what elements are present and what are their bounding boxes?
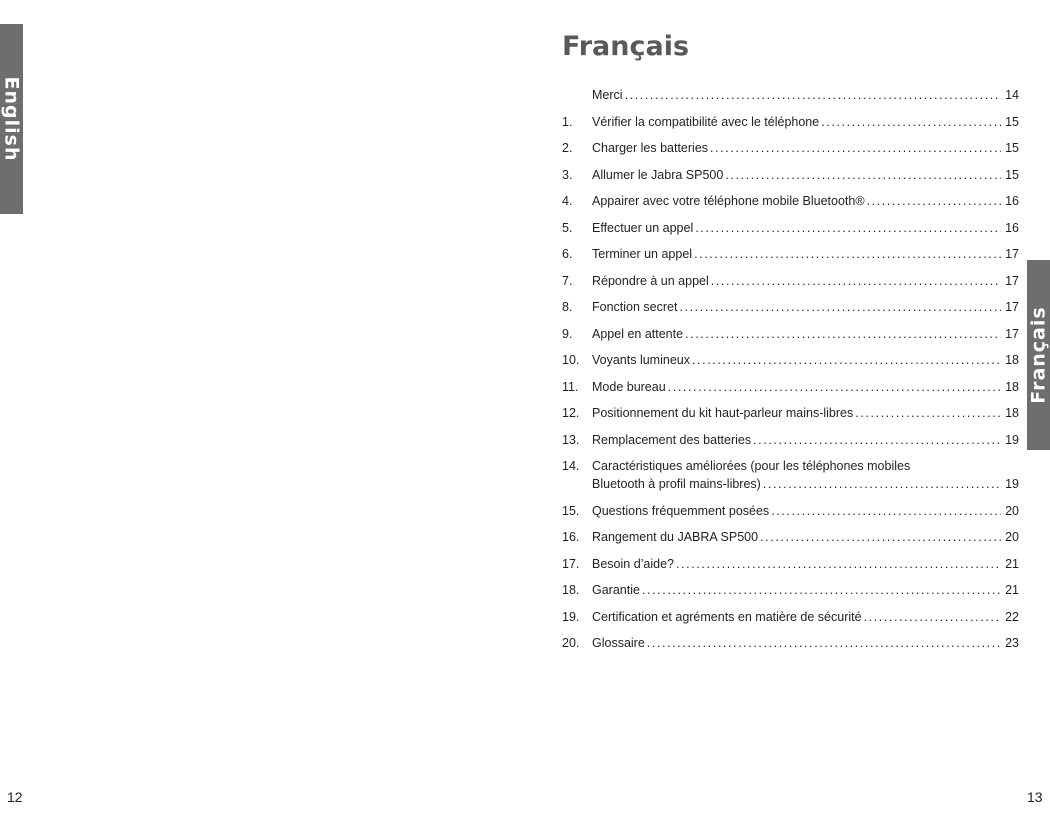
- toc-leader-dots: [821, 113, 1001, 131]
- toc-entry: [562, 378, 1019, 396]
- toc-entry-page: 19: [1005, 432, 1019, 447]
- toc-leader-dots: [864, 608, 1001, 626]
- toc-entry-page: 18: [1005, 406, 1019, 420]
- toc-leader-dots: [694, 245, 1001, 263]
- toc-entry-text-wrap: [592, 86, 1019, 104]
- toc-entry: [562, 86, 1019, 104]
- toc-entry-number: 6.: [562, 247, 573, 261]
- toc-leader-dots: [725, 166, 1001, 184]
- toc-entry-page: 14: [1005, 88, 1019, 102]
- toc-entry-label-line2: Bluetooth à profil mains-libres): [592, 477, 761, 491]
- toc-entry-number: 13.: [562, 432, 580, 447]
- toc-entry-number: 17.: [562, 556, 580, 571]
- toc-entry-text-wrap: [592, 113, 1019, 131]
- toc-entry-number: 15.: [562, 503, 580, 518]
- toc-entry-text-wrap: [592, 272, 1019, 290]
- toc-entry: [562, 528, 1019, 546]
- toc-entry-label: Appel en attente: [592, 326, 684, 341]
- toc-entry-number: 14.: [562, 459, 580, 473]
- toc-entry: [562, 457, 1019, 493]
- toc-entry-page: 18: [1005, 353, 1019, 367]
- toc-entry-page: 17: [1005, 300, 1019, 314]
- toc-entry: [562, 298, 1019, 316]
- toc-entry-label: Positionnement du kit haut-parleur mains-libres: [592, 406, 854, 420]
- toc-entry-text-wrap: [592, 404, 1019, 422]
- toc-entry-label: Merci: [592, 88, 623, 102]
- toc-leader-dots: [711, 272, 1001, 290]
- toc-entry-label: Terminer un appel: [592, 247, 693, 261]
- toc-entry: [562, 192, 1019, 210]
- toc-entry: [562, 219, 1019, 237]
- toc-entry-text-wrap: [592, 325, 1019, 343]
- toc-entry-text-wrap: [592, 192, 1019, 210]
- toc-leader-dots: [692, 351, 1001, 369]
- toc-entry-page: 17: [1005, 273, 1019, 288]
- toc-leader-dots: [676, 555, 1001, 573]
- toc-leader-dots: [668, 378, 1001, 396]
- toc-entry-number: 1.: [562, 114, 573, 129]
- toc-entry: [562, 608, 1019, 626]
- toc-entry-text-wrap: [592, 634, 1019, 652]
- toc-entry-page: 22: [1005, 609, 1019, 624]
- toc-leader-dots: [710, 139, 1001, 157]
- toc-leader-dots: [647, 634, 1001, 652]
- toc-entry-label: Charger les batteries: [592, 141, 709, 155]
- toc-entry: [562, 166, 1019, 184]
- toc-leader-dots: [867, 192, 1001, 210]
- toc-entry: [562, 634, 1019, 652]
- english-section-tab: [0, 24, 23, 214]
- toc-entry-page: 15: [1005, 167, 1019, 182]
- toc-entry-page: 16: [1005, 220, 1019, 235]
- toc-entry-text-wrap: [592, 555, 1019, 573]
- toc-entry-label: Mode bureau: [592, 379, 666, 394]
- toc-entry-label: Fonction secret: [592, 300, 678, 314]
- toc-entry-number: 5.: [562, 220, 573, 235]
- toc-entry-text-wrap: [592, 378, 1019, 396]
- toc-entry-page: 20: [1005, 503, 1019, 518]
- toc-entry-number: 10.: [562, 353, 580, 367]
- toc-leader-dots: [763, 475, 1001, 493]
- toc-entry-page: 21: [1005, 556, 1019, 571]
- toc-entry-text-wrap: [592, 608, 1019, 626]
- toc-entry-page: 19: [1005, 477, 1019, 491]
- toc-entry-label: Caractéristiques améliorées (pour les téléphones mobiles: [592, 459, 911, 473]
- toc-entry-label: Certification et agréments en matière de sécurité: [592, 609, 862, 624]
- toc-entry-number: 12.: [562, 406, 580, 420]
- toc-entry-text-wrap: [592, 528, 1019, 546]
- toc-leader-dots: [855, 404, 1001, 422]
- toc-entry-text-wrap: [592, 457, 1019, 493]
- toc-entry-label: Rangement du JABRA SP500: [592, 530, 759, 544]
- toc-leader-dots: [642, 581, 1001, 599]
- toc-entry-page: 16: [1005, 194, 1019, 208]
- page-number-right: 13: [1027, 789, 1043, 805]
- toc-entry-text-wrap: [592, 139, 1019, 157]
- toc-entry: [562, 272, 1019, 290]
- toc-entry-label: Répondre à un appel: [592, 273, 709, 288]
- toc-leader-dots: [760, 528, 1001, 546]
- page-number-left: 12: [7, 789, 23, 805]
- toc-entry-text-wrap: [592, 245, 1019, 263]
- toc-entry-label-block: [592, 457, 1019, 493]
- toc-leader-dots: [771, 502, 1001, 520]
- toc-entry-label: Vérifier la compatibilité avec le téléphone: [592, 114, 820, 129]
- toc-entry: [562, 404, 1019, 422]
- toc-entry-number: 2.: [562, 141, 573, 155]
- toc-entry: [562, 502, 1019, 520]
- toc-leader-dots: [685, 325, 1001, 343]
- toc-entry-label: Remplacement des batteries: [592, 432, 752, 447]
- toc-entry-number: 20.: [562, 636, 580, 650]
- toc-entry-number: 9.: [562, 326, 573, 341]
- toc-entry: [562, 581, 1019, 599]
- toc-leader-dots: [625, 86, 1001, 104]
- toc-entry-label: Voyants lumineux: [592, 353, 690, 367]
- table-of-contents: [562, 86, 1019, 661]
- toc-entry-label: Glossaire: [592, 636, 645, 650]
- toc-entry-page: 15: [1005, 141, 1019, 155]
- toc-entry-label: Appairer avec votre téléphone mobile Bluetooth®: [592, 194, 865, 208]
- english-tab-label: English: [0, 76, 23, 162]
- page-title: Français: [562, 31, 690, 62]
- toc-leader-dots: [695, 219, 1001, 237]
- toc-entry: [562, 245, 1019, 263]
- toc-entry-number: 4.: [562, 194, 573, 208]
- toc-entry-text-wrap: [592, 581, 1019, 599]
- francais-section-tab: [1027, 260, 1050, 450]
- francais-tab-label: Français: [1027, 306, 1050, 404]
- toc-entry-text-wrap: [592, 166, 1019, 184]
- toc-entry-number: 8.: [562, 300, 573, 314]
- toc-entry-text-wrap: [592, 219, 1019, 237]
- toc-entry: [562, 113, 1019, 131]
- toc-entry-label: Questions fréquemment posées: [592, 503, 770, 518]
- toc-entry: [562, 325, 1019, 343]
- toc-entry-number: 3.: [562, 167, 573, 182]
- toc-entry-number: 19.: [562, 609, 580, 624]
- toc-entry: [562, 555, 1019, 573]
- toc-entry-page: 23: [1005, 636, 1019, 650]
- toc-entry-label: Garantie: [592, 583, 640, 597]
- toc-entry-label-line2-row: [592, 475, 1019, 493]
- toc-leader-dots: [679, 298, 1001, 316]
- toc-entry-page: 21: [1005, 583, 1019, 597]
- toc-entry-text-wrap: [592, 502, 1019, 520]
- toc-entry-text-wrap: [592, 298, 1019, 316]
- toc-entry-number: 7.: [562, 273, 573, 288]
- toc-entry-page: 15: [1005, 114, 1019, 129]
- toc-entry: [562, 351, 1019, 369]
- toc-entry-label: Allumer le Jabra SP500: [592, 167, 724, 182]
- toc-entry-text-wrap: [592, 431, 1019, 449]
- toc-entry: [562, 139, 1019, 157]
- toc-entry-number: 18.: [562, 583, 580, 597]
- toc-entry-text-wrap: [592, 351, 1019, 369]
- toc-entry-page: 18: [1005, 379, 1019, 394]
- toc-entry-page: 17: [1005, 326, 1019, 341]
- toc-entry-number: 11.: [562, 379, 579, 394]
- toc-entry-page: 20: [1005, 530, 1019, 544]
- toc-entry-label: Besoin d’aide?: [592, 556, 675, 571]
- toc-leader-dots: [753, 431, 1001, 449]
- toc-entry-number: 16.: [562, 530, 580, 544]
- toc-entry: [562, 431, 1019, 449]
- toc-entry-page: 17: [1005, 247, 1019, 261]
- toc-entry-label: Effectuer un appel: [592, 220, 694, 235]
